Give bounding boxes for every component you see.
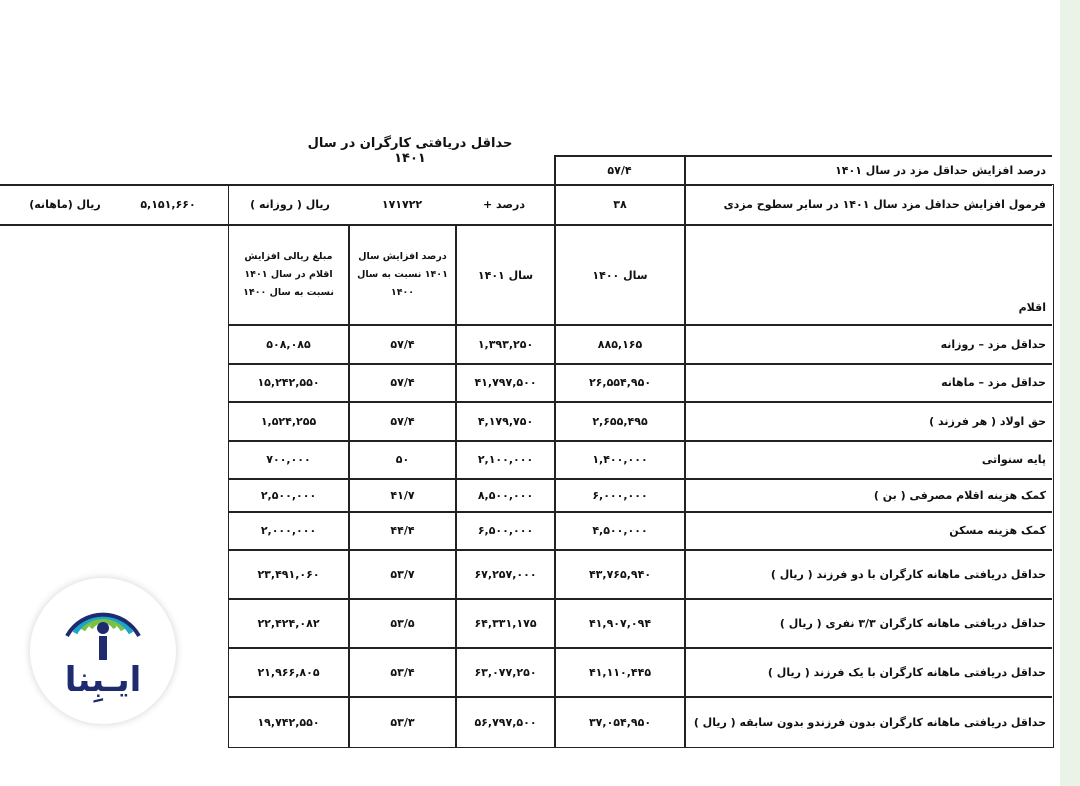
table-cell-amount: ۵۰۸,۰۸۵ (266, 337, 311, 351)
table-cell-pct: ۵۰ (395, 453, 410, 466)
table-cell-item: حداقل دریافتی ماهانه کارگران با دو فرزند ( ریال ) (770, 567, 1046, 581)
table-cell-pct: ۵۷/۴ (390, 337, 415, 351)
table-cell-pct: ۵۷/۴ (390, 376, 415, 389)
table-cell-pct: ۵۳/۴ (390, 665, 415, 679)
table-cell-y1400: ۴,۵۰۰,۰۰۰ (592, 524, 648, 537)
table-cell-y1400: ۴۱,۹۰۷,۰۹۴ (588, 616, 652, 630)
table-cell-amount: ۲۲,۴۲۴,۰۸۲ (257, 616, 320, 630)
table-cell-item: حق اولاد ( هر فرزند ) (929, 414, 1046, 428)
table-cell-item: کمک هزینه مسکن (949, 524, 1046, 537)
table-cell-y1401: ۸,۵۰۰,۰۰۰ (477, 488, 534, 502)
table-cell-pct: ۴۱/۷ (390, 488, 415, 502)
formula-amount-unit: ریال ( روزانه ) (250, 197, 330, 211)
table-cell-y1400: ۸۸۵,۱۶۵ (597, 337, 643, 351)
table-cell-y1401: ۶۳,۰۷۷,۲۵۰ (474, 665, 537, 679)
table-cell-item: کمک هزینه اقلام مصرفی ( بن ) (873, 488, 1046, 502)
table-cell-y1401: ۵۶,۷۹۷,۵۰۰ (474, 715, 537, 729)
table-cell-y1400: ۴۱,۱۱۰,۴۴۵ (588, 665, 652, 679)
ibna-logo (30, 578, 176, 724)
increase-label: درصد افزایش حداقل مزد در سال ۱۴۰۱ (835, 163, 1046, 177)
table-cell-y1401: ۶۴,۳۳۱,۱۷۵ (474, 616, 537, 630)
col-header-1400: سال ۱۴۰۰ (592, 268, 648, 282)
monthly-value: ۵,۱۵۱,۶۶۰ (140, 197, 196, 211)
monthly-unit: ریال (ماهانه) (29, 197, 101, 211)
col-header-items: اقلام (1018, 300, 1046, 314)
table-cell-item: حداقل دریافتی ماهانه کارگران با یک فرزند ( ریال ) (767, 665, 1046, 679)
page-edge-strip (1060, 0, 1080, 786)
formula-amount: ۱۷۱۷۲۲ (381, 197, 423, 211)
broadcast-i-icon (30, 578, 176, 668)
table-cell-item: حداقل مزد – ماهانه (941, 376, 1046, 389)
table-cell-y1400: ۲۶,۵۵۴,۹۵۰ (588, 376, 652, 389)
col-header-percent: درصد افزایش سال ۱۴۰۱ نسبت به سال ۱۴۰۰ (357, 251, 448, 298)
table-cell-pct: ۵۷/۴ (390, 414, 415, 428)
table-cell-pct: ۵۳/۷ (390, 567, 415, 581)
rule (0, 224, 228, 226)
logo-wordmark: ایـبِنا (64, 660, 142, 700)
table-cell-item: پایه سنواتی (981, 453, 1046, 466)
table-cell-amount: ۲,۰۰۰,۰۰۰ (260, 524, 317, 537)
table-cell-pct: ۴۴/۴ (390, 524, 415, 537)
table-cell-y1400: ۲,۶۵۵,۴۹۵ (592, 414, 648, 428)
increase-value: ۵۷/۴ (607, 163, 632, 177)
table-cell-y1400: ۴۳,۷۶۵,۹۴۰ (588, 567, 652, 581)
page-title: حداقل دریافتی کارگران در سال ۱۴۰۱ (307, 136, 513, 166)
formula-percent-word: درصد + (483, 197, 526, 211)
table-cell-y1400: ۱,۴۰۰,۰۰۰ (592, 453, 648, 466)
table-cell-y1400: ۶,۰۰۰,۰۰۰ (592, 488, 648, 502)
table-cell-amount: ۲۱,۹۶۶,۸۰۵ (257, 665, 320, 679)
formula-label: فرمول افزایش حداقل مزد سال ۱۴۰۱ در سایر سطوح مزدی (723, 197, 1046, 211)
table-cell-amount: ۱۵,۲۴۲,۵۵۰ (257, 376, 320, 389)
table-cell-amount: ۱,۵۲۴,۲۵۵ (260, 414, 317, 428)
table-cell-pct: ۵۳/۵ (390, 616, 415, 630)
table-cell-amount: ۲۳,۴۹۱,۰۶۰ (257, 567, 320, 581)
table-cell-y1401: ۱,۳۹۳,۲۵۰ (477, 337, 534, 351)
table-cell-amount: ۷۰۰,۰۰۰ (266, 453, 311, 466)
table-cell-item: حداقل دریافتی ماهانه کارگران بدون فرزندو بدون سابقه ( ریال ) (693, 715, 1046, 729)
table-cell-y1400: ۳۷,۰۵۴,۹۵۰ (588, 715, 652, 729)
col-header-amount: مبلغ ریالی افزایش اقلام در سال ۱۴۰۱ نسبت به سال ۱۴۰۰ (243, 251, 334, 298)
table-cell-y1401: ۶,۵۰۰,۰۰۰ (477, 524, 534, 537)
table-cell-y1401: ۴,۱۷۹,۷۵۰ (477, 414, 534, 428)
table-cell-y1401: ۴۱,۷۹۷,۵۰۰ (474, 376, 537, 389)
col-header-1401: سال ۱۴۰۱ (477, 268, 534, 282)
table-cell-amount: ۲,۵۰۰,۰۰۰ (260, 488, 317, 502)
table-cell-item: حداقل دریافتی ماهانه کارگران ۳/۳ نفری ( ریال ) (779, 616, 1046, 630)
table-cell-y1401: ۶۷,۲۵۷,۰۰۰ (474, 567, 537, 581)
formula-percent: ۳۸ (613, 197, 627, 211)
table-cell-item: حداقل مزد – روزانه (940, 337, 1046, 351)
table-cell-amount: ۱۹,۷۴۲,۵۵۰ (257, 715, 320, 729)
table-cell-y1401: ۲,۱۰۰,۰۰۰ (477, 453, 534, 466)
table-cell-pct: ۵۳/۳ (390, 715, 415, 729)
